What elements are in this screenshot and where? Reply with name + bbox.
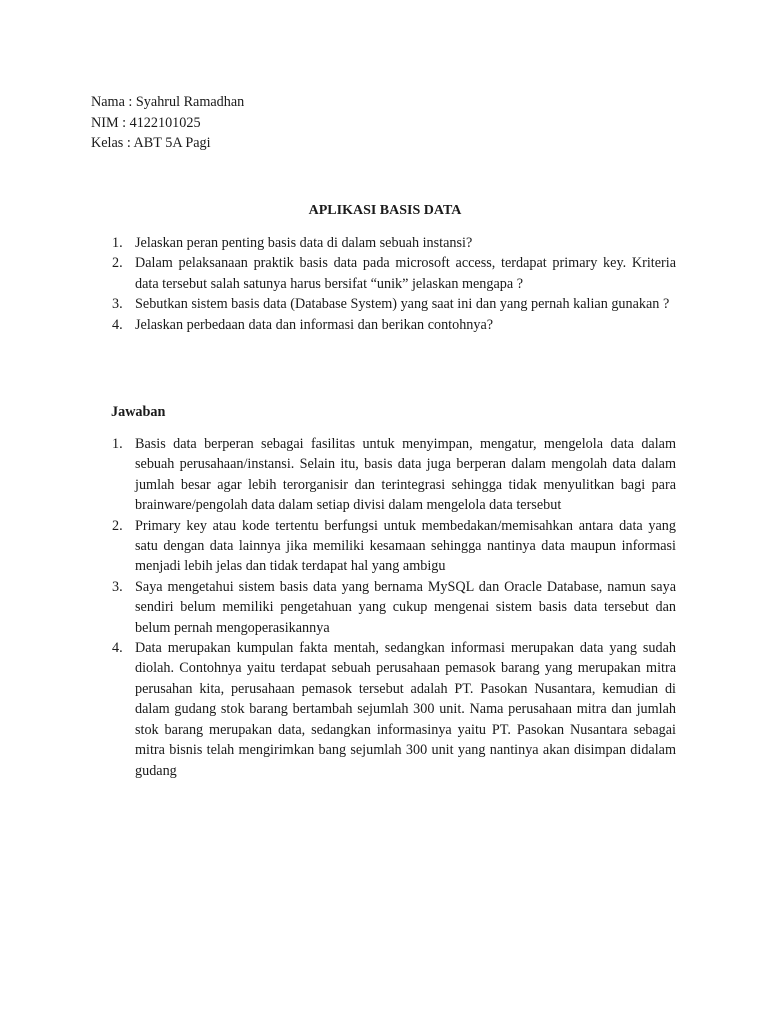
question-item	[108, 315, 676, 335]
question-number: 4.	[112, 316, 123, 333]
question-text: Dalam pelaksanaan praktik basis data pada microsoft access, terdapat primary key. Kriteria data tersebut salah satunya harus bersifat “unik” jelaskan mengapa ?	[135, 255, 676, 292]
question-item	[108, 294, 676, 314]
student-class: Kelas : ABT 5A Pagi	[91, 135, 211, 151]
answer-list	[108, 434, 676, 781]
question-number: 1.	[112, 235, 123, 251]
answer-text: Basis data berperan sebagai fasilitas untuk menyimpan, mengatur, mengelola data dalam sebuah perusahaan/instansi. Selain itu, basis data juga berperan dalam mengolah data dalam jumlah besar agar lebih terorganisir dan terintegrasi sehingga tidak menyulitkan bagi para brainware/pengolah data dalam setiap divisi dalam mengelola data tersebut	[135, 436, 676, 514]
question-text: Jelaskan perbedaan data dan informasi dan berikan contohnya?	[135, 316, 494, 333]
answer-item	[108, 434, 676, 516]
student-nim: NIM : 4122101025	[91, 114, 201, 131]
answers-heading: Jawaban	[111, 404, 166, 420]
answer-number: 1.	[112, 436, 123, 452]
question-text: Sebutkan sistem basis data (Database System) yang saat ini dan yang pernah kalian gunakan ?	[135, 296, 670, 313]
question-text: Jelaskan peran penting basis data di dalam sebuah instansi?	[135, 235, 473, 251]
question-item	[108, 233, 676, 253]
answer-text: Data merupakan kumpulan fakta mentah, sedangkan informasi merupakan data yang sudah diolah. Contohnya yaitu terdapat sebuah perusahaan pemasok barang yang merupakan mitra perusahan kita, perusahaan pemasok tersebut adalah PT. Pasokan Nusantara, kemudian di dalam gudang stok barang bertambah sejumlah 300 unit. Nama perusahaan mitra dan jumlah stok barang merupakan data, sedangkan informasinya yaitu PT. Pasokan Nusantara sebagai mitra bisnis telah mengirimkan bang sejumlah 300 unit yang nantinya akan disimpan didalam gudang	[135, 640, 676, 779]
student-info	[91, 92, 244, 154]
question-number: 2.	[112, 255, 123, 272]
student-name: Nama : Syahrul Ramadhan	[91, 94, 245, 110]
document-title-text: APLIKASI BASIS DATA	[308, 203, 462, 218]
answer-item	[108, 638, 676, 781]
answer-text: Primary key atau kode tertentu berfungsi untuk membedakan/memisahkan antara data yang satu dengan data lainnya jika memiliki kesamaan sehingga nantinya data maupun informasi menjadi lebih jelas dan tidak terdapat hal yang ambigu	[135, 517, 676, 575]
answer-number: 3.	[112, 578, 123, 595]
answer-text: Saya mengetahui sistem basis data yang bernama MySQL dan Oracle Database, namun saya sendiri belum memiliki pengetahuan yang cukup mengenai sistem basis data tersebut dan belum pernah mengoperasikannya	[135, 578, 676, 636]
answer-number: 4.	[112, 640, 123, 657]
answer-item	[108, 577, 676, 638]
question-item	[108, 253, 676, 294]
answer-number: 2.	[112, 517, 123, 534]
document-title	[0, 201, 768, 221]
question-number: 3.	[112, 296, 123, 313]
question-list	[108, 233, 676, 335]
answer-item	[108, 516, 676, 577]
